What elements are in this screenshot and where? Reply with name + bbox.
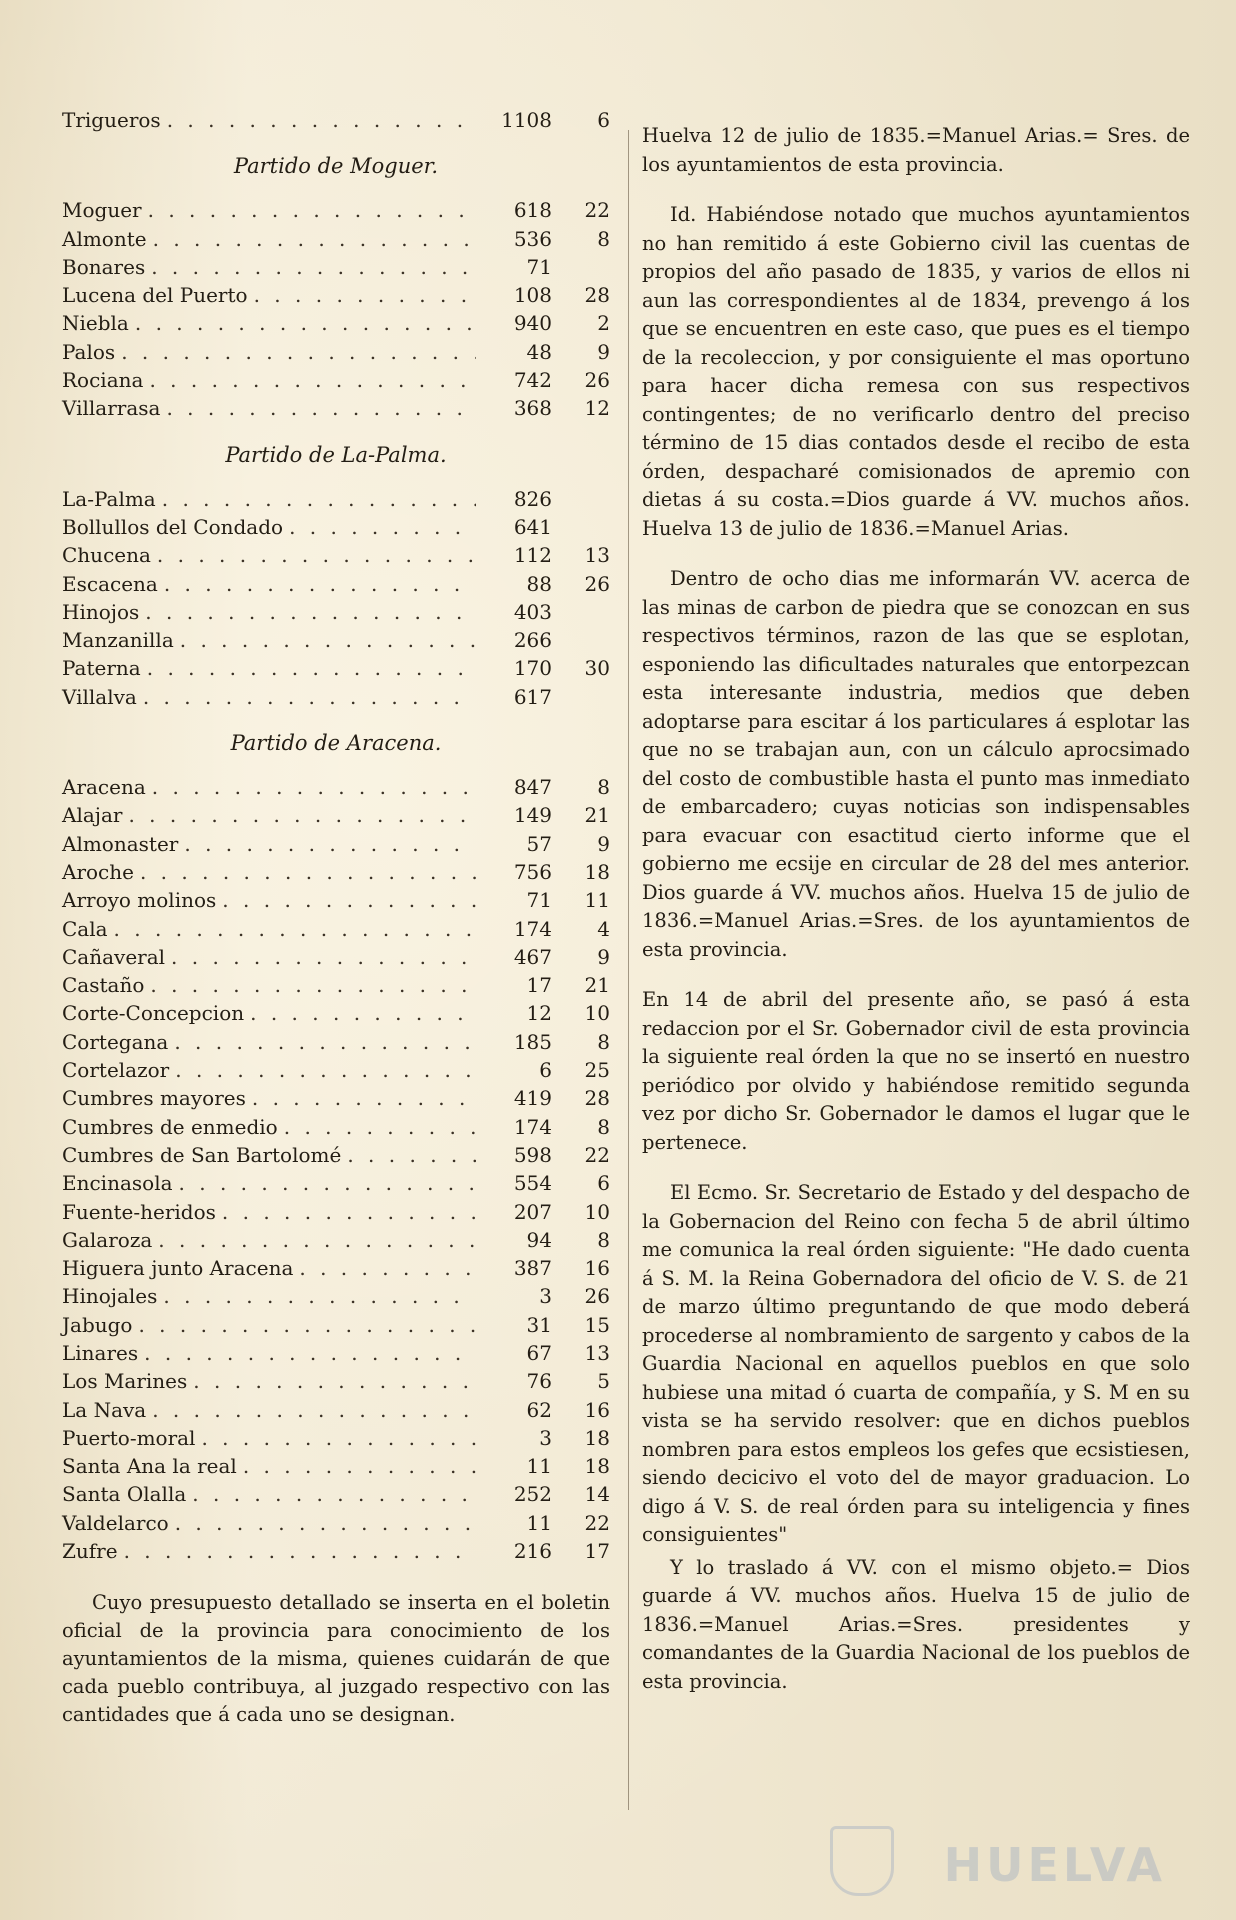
- table-row: Niebla . . . 940 2: [62, 311, 610, 339]
- table-row: Bollullos del Condado . . . 641: [62, 515, 610, 543]
- table-row: Almonaster . . . 57 9: [62, 832, 610, 860]
- section-heading: Partido de Moguer.: [233, 154, 439, 179]
- table-row: Hinojos . . . 403: [62, 600, 610, 628]
- table-row: Alajar . . . 149 21: [62, 803, 610, 831]
- table-row: Almonte . . . 536 8: [62, 227, 610, 255]
- section-heading: Partido de Aracena.: [230, 731, 442, 756]
- table-row: Paterna . . . 170 30: [62, 656, 610, 684]
- table-row: Villarrasa . . . 368 12: [62, 396, 610, 424]
- notice-paragraph: Y lo traslado á VV. con el mismo objeto.= Dios guarde á VV. muchos años. Huelva 15 de julio de 1836.=Manuel Arias.=Sres. presidentes y comandantes de la Guardia Nacional de los pueblos de esta provincia.: [642, 1555, 1190, 1693]
- section-heading: Partido de La-Palma.: [225, 442, 447, 467]
- table-row: Aroche . . . 756 18: [62, 860, 610, 888]
- table-row: La-Palma . . . 826: [62, 487, 610, 515]
- table-row: Castaño . . . 17 21: [62, 973, 610, 1001]
- table-row: Manzanilla . . . 266: [62, 628, 610, 656]
- table-row: Cumbres de enmedio . . . 174 8: [62, 1115, 610, 1143]
- table-row: Santa Olalla . . . 252 14: [62, 1482, 610, 1510]
- table-row: Moguer . . . 618 22: [62, 198, 610, 226]
- notice-paragraph: Dentro de ocho dias me informarán VV. acerca de las minas de carbon de piedra que se conozcan en sus respectivos términos, razon de las que se esplotan, esponiendo las dificultades naturales que entorpezcan esta interesante industria, medios que deben adoptarse para escitar á los particulares á esplotar las que no se trabajan aun, con un cálculo aprocsimado del costo de combustible hasta el punto mas inmediato de embarcadero; cuyas noticias son indispensables para evacuar con esactitud cierto informe que el gobierno me ecsije en circular de 28 del mes anterior. Dios guarde á VV. muchos años. Huelva 15 de julio de 1836.=Manuel Arias.=Sres. de los ayuntamientos de esta provincia.: [642, 567, 1190, 961]
- table-row: Aracena . . . 847 8: [62, 775, 610, 803]
- table-row: Cumbres de San Bartolomé . . . 598 22: [62, 1143, 610, 1171]
- table-row: Fuente-heridos . . . 207 10: [62, 1200, 610, 1228]
- table-row: Jabugo . . . 31 15: [62, 1313, 610, 1341]
- table-row: Valdelarco . . . 11 22: [62, 1511, 610, 1539]
- notice-paragraph: Huelva 12 de julio de 1835.=Manuel Arias.= Sres. de los ayuntamientos de esta provincia.: [642, 124, 1190, 176]
- table-row: Zufre . . . 216 17: [62, 1539, 610, 1567]
- table-row: Bonares . . . 71: [62, 255, 610, 283]
- table-row: Cortegana . . . 185 8: [62, 1030, 610, 1058]
- table-row: Palos . . . 48 9: [62, 340, 610, 368]
- table-row: Rociana . . . 742 26: [62, 368, 610, 396]
- table-row: Corte-Concepcion . . . 12 10: [62, 1001, 610, 1029]
- table-row: Cala . . . 174 4: [62, 917, 610, 945]
- section-rows-aracena: [62, 775, 610, 1567]
- closing-paragraph: Cuyo presupuesto detallado se inserta en el boletin oficial de la provincia para conocimiento de los ayuntamientos de la misma, quienes cuidarán de que cada pueblo contribuya, al juzgado respectivo con las cantidades que á cada uno se designan.: [62, 1591, 610, 1727]
- notice-paragraph: El Ecmo. Sr. Secretario de Estado y del despacho de la Gobernacion del Reino con fecha 5 de abril último me comunica la real órden siguiente: "He dado cuenta á S. M. la Reina Gobernadora del oficio de V. S. de 21 de marzo último preguntando de que modo deberá procederse al nombramiento de sargento y cabos de la Guardia Nacional en aquellos pueblos en que solo hubiese una mitad ó cuarta de compañía, y S. M en su vista se ha servido resolver: que en dichos pueblos nombren para estos empleos los gefes que ecsistiesen, siendo decicivo el voto del de mayor graduacion. Lo digo á V. S. de real órden para su inteligencia y fines consiguientes": [642, 1181, 1190, 1546]
- notice-paragraph: En 14 de abril del presente año, se pasó á esta redaccion por el Sr. Gobernador civil de esta provincia la siguiente real órden la que no se insertó en nuestro periódico por olvido y habiéndose remitido segunda vez por dicho Sr. Gobernador le damos el lugar que le pertenece.: [642, 988, 1190, 1154]
- table-row: Escacena . . . 88 26: [62, 572, 610, 600]
- table-row: Chucena . . . 112 13: [62, 543, 610, 571]
- table-row: Los Marines . . . 76 5: [62, 1369, 610, 1397]
- right-column: [642, 122, 1190, 1696]
- section-rows-la-palma: [62, 487, 610, 713]
- watermark: HUELVA: [943, 1838, 1166, 1892]
- table-row: Hinojales . . . 3 26: [62, 1284, 610, 1312]
- table-row: [62, 108, 610, 136]
- section-rows-moguer: [62, 198, 610, 424]
- table-row: Lucena del Puerto . . . 108 28: [62, 283, 610, 311]
- notice-paragraph: Id. Habiéndose notado que muchos ayuntamientos no han remitido á este Gobierno civil las cuentas de propios del año pasado de 1835, y varios de ellos ni aun las correspondientes al de 1834, prevengo á los que se encuentren en este caso, que pues es el tiempo de la recoleccion, y por consiguiente el mas oportuno para hacer dicha remesa con sus respectivos contingentes; de no verificarlo dentro del preciso término de 15 dias contados desde el recibo de esta órden, despacharé comisionados de apremio con dietas á su costa.=Dios guarde á VV. muchos años. Huelva 13 de julio de 1836.=Manuel Arias.: [642, 203, 1190, 540]
- amount-reales: 1108: [501, 108, 552, 132]
- table-row: Arroyo molinos . . . 71 11: [62, 888, 610, 916]
- library-seal-icon: [830, 1826, 894, 1896]
- table-row: Higuera junto Aracena . . . 387 16: [62, 1256, 610, 1284]
- table-row: Santa Ana la real . . . 11 18: [62, 1454, 610, 1482]
- table-row: Cañaveral . . . 467 9: [62, 945, 610, 973]
- table-row: Puerto-moral . . . 3 18: [62, 1426, 610, 1454]
- table-row: Cumbres mayores . . . 419 28: [62, 1086, 610, 1114]
- table-row: Encinasola . . . 554 6: [62, 1171, 610, 1199]
- table-row: Villalva . . . 617: [62, 685, 610, 713]
- table-row: Linares . . . 67 13: [62, 1341, 610, 1369]
- amount-maravedis: 6: [597, 108, 610, 132]
- left-column: [62, 108, 610, 1749]
- column-divider: [628, 130, 629, 1810]
- table-row: La Nava . . . 62 16: [62, 1398, 610, 1426]
- table-row: Galaroza . . . 94 8: [62, 1228, 610, 1256]
- town-name: Trigueros: [62, 108, 161, 132]
- table-row: Cortelazor . . . 6 25: [62, 1058, 610, 1086]
